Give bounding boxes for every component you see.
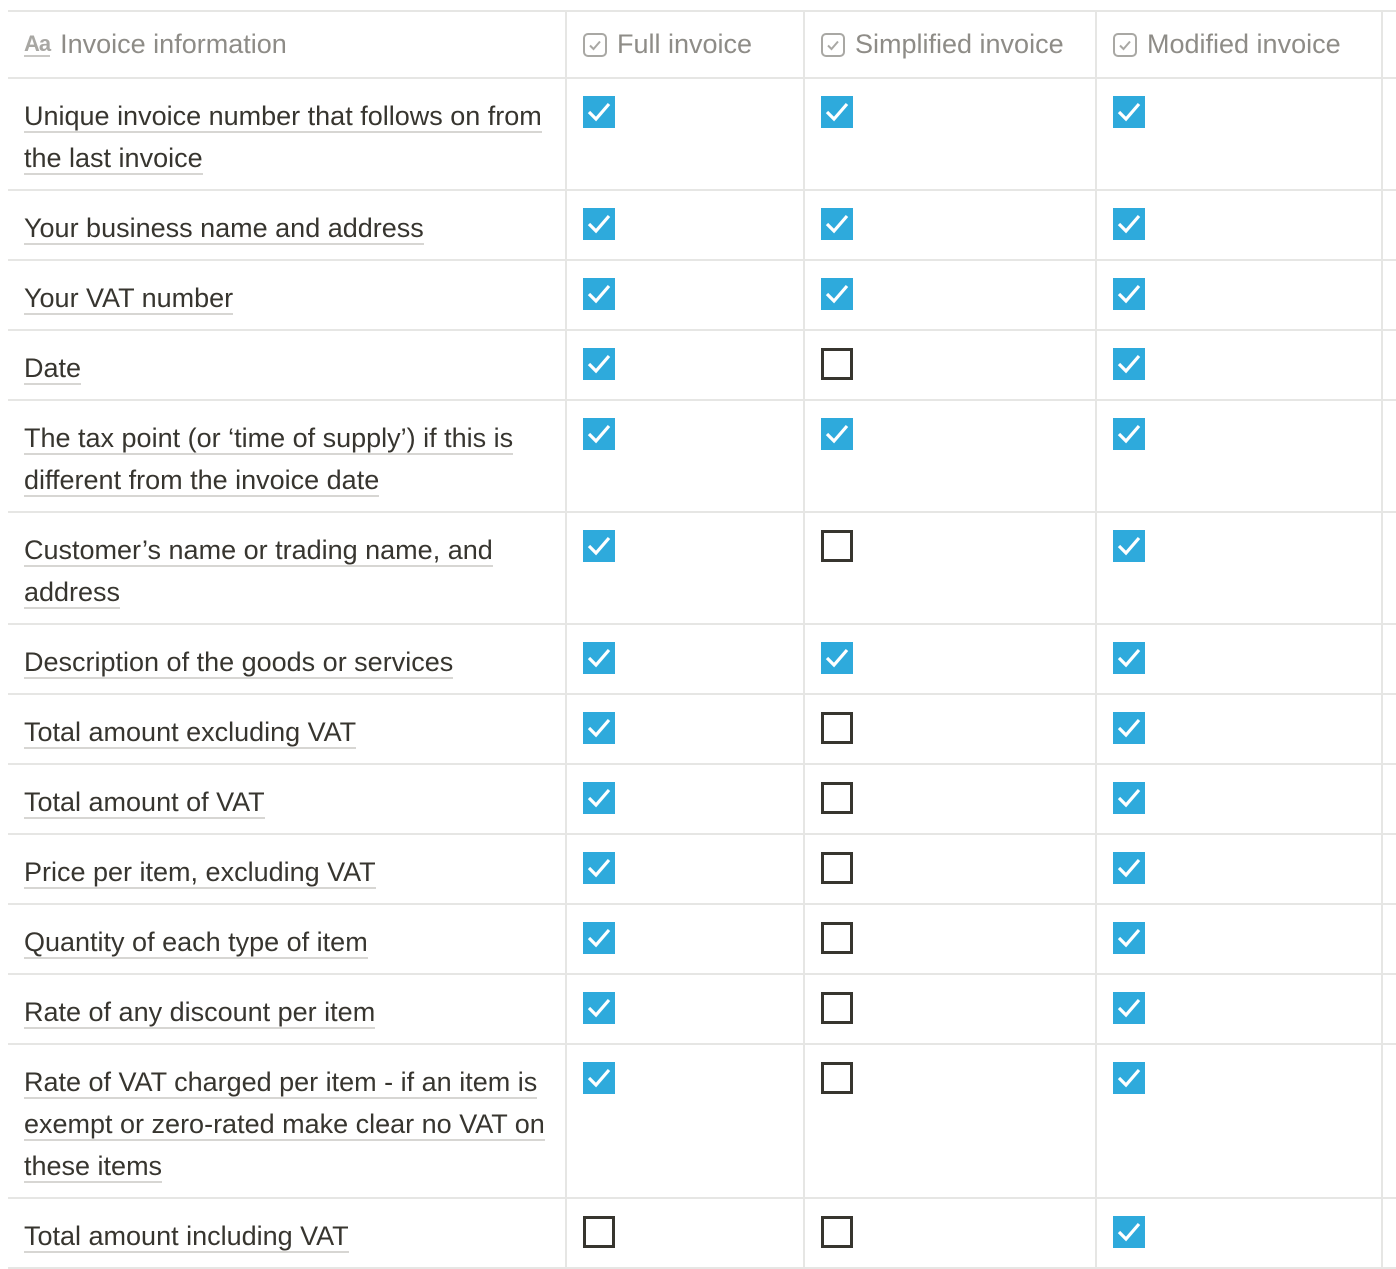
- column-spacer: [1383, 625, 1396, 693]
- checkbox-checked[interactable]: [1113, 96, 1145, 128]
- checkbox-checked[interactable]: [1113, 852, 1145, 884]
- table-row: [8, 975, 1396, 1045]
- checkbox-cell-full: [567, 331, 805, 399]
- row-title: Your VAT number: [24, 283, 234, 313]
- checkbox-checked[interactable]: [821, 96, 853, 128]
- row-title-wrapper: [8, 625, 565, 693]
- row-title: Description of the goods or services: [24, 647, 454, 677]
- table-row: [8, 513, 1396, 625]
- checkbox-cell-full: [567, 765, 805, 833]
- row-title-cell[interactable]: [8, 1199, 567, 1267]
- row-title-cell[interactable]: [8, 261, 567, 329]
- table-row: [8, 79, 1396, 191]
- table-row: [8, 261, 1396, 331]
- checkbox-cell-simplified: [805, 1045, 1097, 1197]
- row-title-cell[interactable]: [8, 191, 567, 259]
- checkbox-cell-modified: [1097, 625, 1383, 693]
- row-title-cell[interactable]: [8, 513, 567, 623]
- table-row: [8, 1199, 1396, 1269]
- column-spacer: [1383, 79, 1396, 189]
- checkbox-checked[interactable]: [583, 348, 615, 380]
- row-title: Quantity of each type of item: [24, 927, 368, 957]
- table-header-row: [8, 12, 1396, 79]
- checkbox-checked[interactable]: [583, 208, 615, 240]
- row-title: Total amount including VAT: [24, 1221, 349, 1251]
- checkbox-unchecked[interactable]: [821, 782, 853, 814]
- row-title: Unique invoice number that follows on from the last invoice: [24, 101, 542, 173]
- checkbox-checked[interactable]: [1113, 348, 1145, 380]
- checkbox-unchecked[interactable]: [821, 922, 853, 954]
- column-spacer: [1383, 1199, 1396, 1267]
- column-spacer: [1383, 765, 1396, 833]
- checkbox-cell-simplified: [805, 79, 1097, 189]
- checkbox-unchecked[interactable]: [821, 712, 853, 744]
- checkbox-cell-full: [567, 1045, 805, 1197]
- table-body: [8, 79, 1396, 1269]
- checkbox-cell-modified: [1097, 765, 1383, 833]
- checkbox-checked[interactable]: [1113, 642, 1145, 674]
- checkbox-cell-simplified: [805, 1199, 1097, 1267]
- column-header-label: Simplified invoice: [855, 29, 1064, 59]
- checkbox-cell-modified: [1097, 1199, 1383, 1267]
- checkbox-cell-simplified: [805, 191, 1097, 259]
- checkbox-checked[interactable]: [1113, 208, 1145, 240]
- checkbox-checked[interactable]: [821, 418, 853, 450]
- table-row: [8, 1045, 1396, 1199]
- column-header-label: Full invoice: [617, 29, 753, 59]
- column-spacer: [1383, 401, 1396, 511]
- text-property-icon: Aa: [24, 30, 51, 56]
- checkbox-cell-full: [567, 975, 805, 1043]
- checkbox-cell-simplified: [805, 331, 1097, 399]
- checkbox-cell-simplified: [805, 513, 1097, 623]
- checkbox-cell-modified: [1097, 401, 1383, 511]
- checkbox-cell-simplified: [805, 975, 1097, 1043]
- row-title-wrapper: [8, 261, 565, 329]
- column-header-simplified-invoice[interactable]: [805, 12, 1097, 77]
- checkbox-cell-modified: [1097, 835, 1383, 903]
- row-title-cell[interactable]: [8, 765, 567, 833]
- row-title-wrapper: [8, 1045, 565, 1197]
- checkbox-checked[interactable]: [1113, 782, 1145, 814]
- row-title-wrapper: [8, 905, 565, 973]
- checkbox-cell-simplified: [805, 905, 1097, 973]
- row-title-wrapper: [8, 331, 565, 399]
- checkbox-cell-full: [567, 513, 805, 623]
- checkbox-cell-full: [567, 401, 805, 511]
- checkbox-unchecked[interactable]: [821, 992, 853, 1024]
- row-title: Total amount excluding VAT: [24, 717, 357, 747]
- column-spacer: [1383, 1045, 1396, 1197]
- row-title-wrapper: [8, 79, 565, 189]
- checkbox-cell-simplified: [805, 261, 1097, 329]
- checkbox-checked[interactable]: [1113, 992, 1145, 1024]
- column-spacer: [1383, 12, 1396, 77]
- checkbox-checked[interactable]: [583, 922, 615, 954]
- checkbox-unchecked[interactable]: [821, 530, 853, 562]
- checkbox-checked[interactable]: [583, 992, 615, 1024]
- table-row: [8, 401, 1396, 513]
- row-title-wrapper: [8, 513, 565, 623]
- checkbox-checked[interactable]: [821, 278, 853, 310]
- checkbox-cell-simplified: [805, 695, 1097, 763]
- checkbox-cell-modified: [1097, 191, 1383, 259]
- row-title-cell[interactable]: [8, 79, 567, 189]
- checkbox-checked[interactable]: [583, 278, 615, 310]
- row-title: The tax point (or ‘time of supply’) if this is different from the invoice date: [24, 423, 514, 495]
- checkbox-cell-full: [567, 261, 805, 329]
- row-title-wrapper: [8, 695, 565, 763]
- checkbox-checked[interactable]: [583, 712, 615, 744]
- checkbox-cell-simplified: [805, 625, 1097, 693]
- checkbox-cell-simplified: [805, 835, 1097, 903]
- table-row: [8, 625, 1396, 695]
- row-title-cell[interactable]: [8, 835, 567, 903]
- checkbox-cell-full: [567, 905, 805, 973]
- row-title-wrapper: [8, 975, 565, 1043]
- row-title: Rate of VAT charged per item - if an item is exempt or zero-rated make clear no VAT on these items: [24, 1067, 545, 1181]
- row-title: Rate of any discount per item: [24, 997, 376, 1027]
- row-title-cell[interactable]: [8, 905, 567, 973]
- checkbox-cell-modified: [1097, 261, 1383, 329]
- row-title: Customer’s name or trading name, and address: [24, 535, 493, 607]
- checkbox-cell-modified: [1097, 695, 1383, 763]
- invoice-table: [8, 10, 1396, 1269]
- row-title-wrapper: [8, 401, 565, 511]
- checkbox-cell-full: [567, 695, 805, 763]
- column-spacer: [1383, 905, 1396, 973]
- table-row: [8, 695, 1396, 765]
- checkbox-cell-modified: [1097, 1045, 1383, 1197]
- row-title-wrapper: [8, 835, 565, 903]
- column-header-full-invoice[interactable]: [567, 12, 805, 77]
- checkbox-checked[interactable]: [583, 782, 615, 814]
- row-title-wrapper: [8, 1199, 565, 1267]
- checkbox-cell-modified: [1097, 79, 1383, 189]
- checkbox-cell-modified: [1097, 331, 1383, 399]
- table-row: [8, 331, 1396, 401]
- column-spacer: [1383, 513, 1396, 623]
- checkbox-unchecked[interactable]: [821, 852, 853, 884]
- checkbox-checked[interactable]: [1113, 418, 1145, 450]
- row-title-cell[interactable]: [8, 975, 567, 1043]
- checkbox-cell-full: [567, 625, 805, 693]
- checkbox-checked[interactable]: [821, 642, 853, 674]
- checkbox-checked[interactable]: [583, 96, 615, 128]
- checkbox-property-icon: [1113, 33, 1137, 57]
- checkbox-checked[interactable]: [583, 530, 615, 562]
- checkbox-cell-modified: [1097, 975, 1383, 1043]
- row-title-wrapper: [8, 191, 565, 259]
- row-title: Your business name and address: [24, 213, 424, 243]
- checkbox-checked[interactable]: [1113, 530, 1145, 562]
- row-title-cell[interactable]: [8, 401, 567, 511]
- column-spacer: [1383, 975, 1396, 1043]
- row-title: Price per item, excluding VAT: [24, 857, 376, 887]
- checkbox-cell-simplified: [805, 401, 1097, 511]
- checkbox-cell-simplified: [805, 765, 1097, 833]
- checkbox-unchecked[interactable]: [821, 348, 853, 380]
- checkbox-checked[interactable]: [583, 418, 615, 450]
- checkbox-checked[interactable]: [1113, 278, 1145, 310]
- row-title: Total amount of VAT: [24, 787, 265, 817]
- column-header-label: Invoice information: [60, 29, 287, 59]
- column-spacer: [1383, 695, 1396, 763]
- column-spacer: [1383, 261, 1396, 329]
- checkbox-checked[interactable]: [1113, 922, 1145, 954]
- table-row: [8, 765, 1396, 835]
- column-spacer: [1383, 191, 1396, 259]
- checkbox-cell-full: [567, 79, 805, 189]
- row-title-cell[interactable]: [8, 625, 567, 693]
- checkbox-cell-full: [567, 1199, 805, 1267]
- column-spacer: [1383, 331, 1396, 399]
- checkbox-property-icon: [583, 33, 607, 57]
- table-row: [8, 191, 1396, 261]
- checkbox-unchecked[interactable]: [583, 1216, 615, 1248]
- column-spacer: [1383, 835, 1396, 903]
- checkbox-checked[interactable]: [821, 208, 853, 240]
- checkbox-property-icon: [821, 33, 845, 57]
- checkbox-cell-full: [567, 191, 805, 259]
- row-title-cell[interactable]: [8, 695, 567, 763]
- table-row: [8, 905, 1396, 975]
- row-title-cell[interactable]: [8, 331, 567, 399]
- column-header-modified-invoice[interactable]: [1097, 12, 1383, 77]
- checkbox-checked[interactable]: [1113, 712, 1145, 744]
- checkbox-cell-modified: [1097, 513, 1383, 623]
- table-row: [8, 835, 1396, 905]
- checkbox-unchecked[interactable]: [821, 1216, 853, 1248]
- checkbox-checked[interactable]: [583, 642, 615, 674]
- row-title: Date: [24, 353, 82, 383]
- checkbox-cell-full: [567, 835, 805, 903]
- checkbox-checked[interactable]: [583, 1062, 615, 1094]
- checkbox-cell-modified: [1097, 905, 1383, 973]
- checkbox-checked[interactable]: [1113, 1062, 1145, 1094]
- row-title-wrapper: [8, 765, 565, 833]
- column-header-invoice-information[interactable]: [8, 12, 567, 77]
- row-title-cell[interactable]: [8, 1045, 567, 1197]
- checkbox-checked[interactable]: [1113, 1216, 1145, 1248]
- column-header-label: Modified invoice: [1147, 29, 1341, 59]
- checkbox-unchecked[interactable]: [821, 1062, 853, 1094]
- checkbox-checked[interactable]: [583, 852, 615, 884]
